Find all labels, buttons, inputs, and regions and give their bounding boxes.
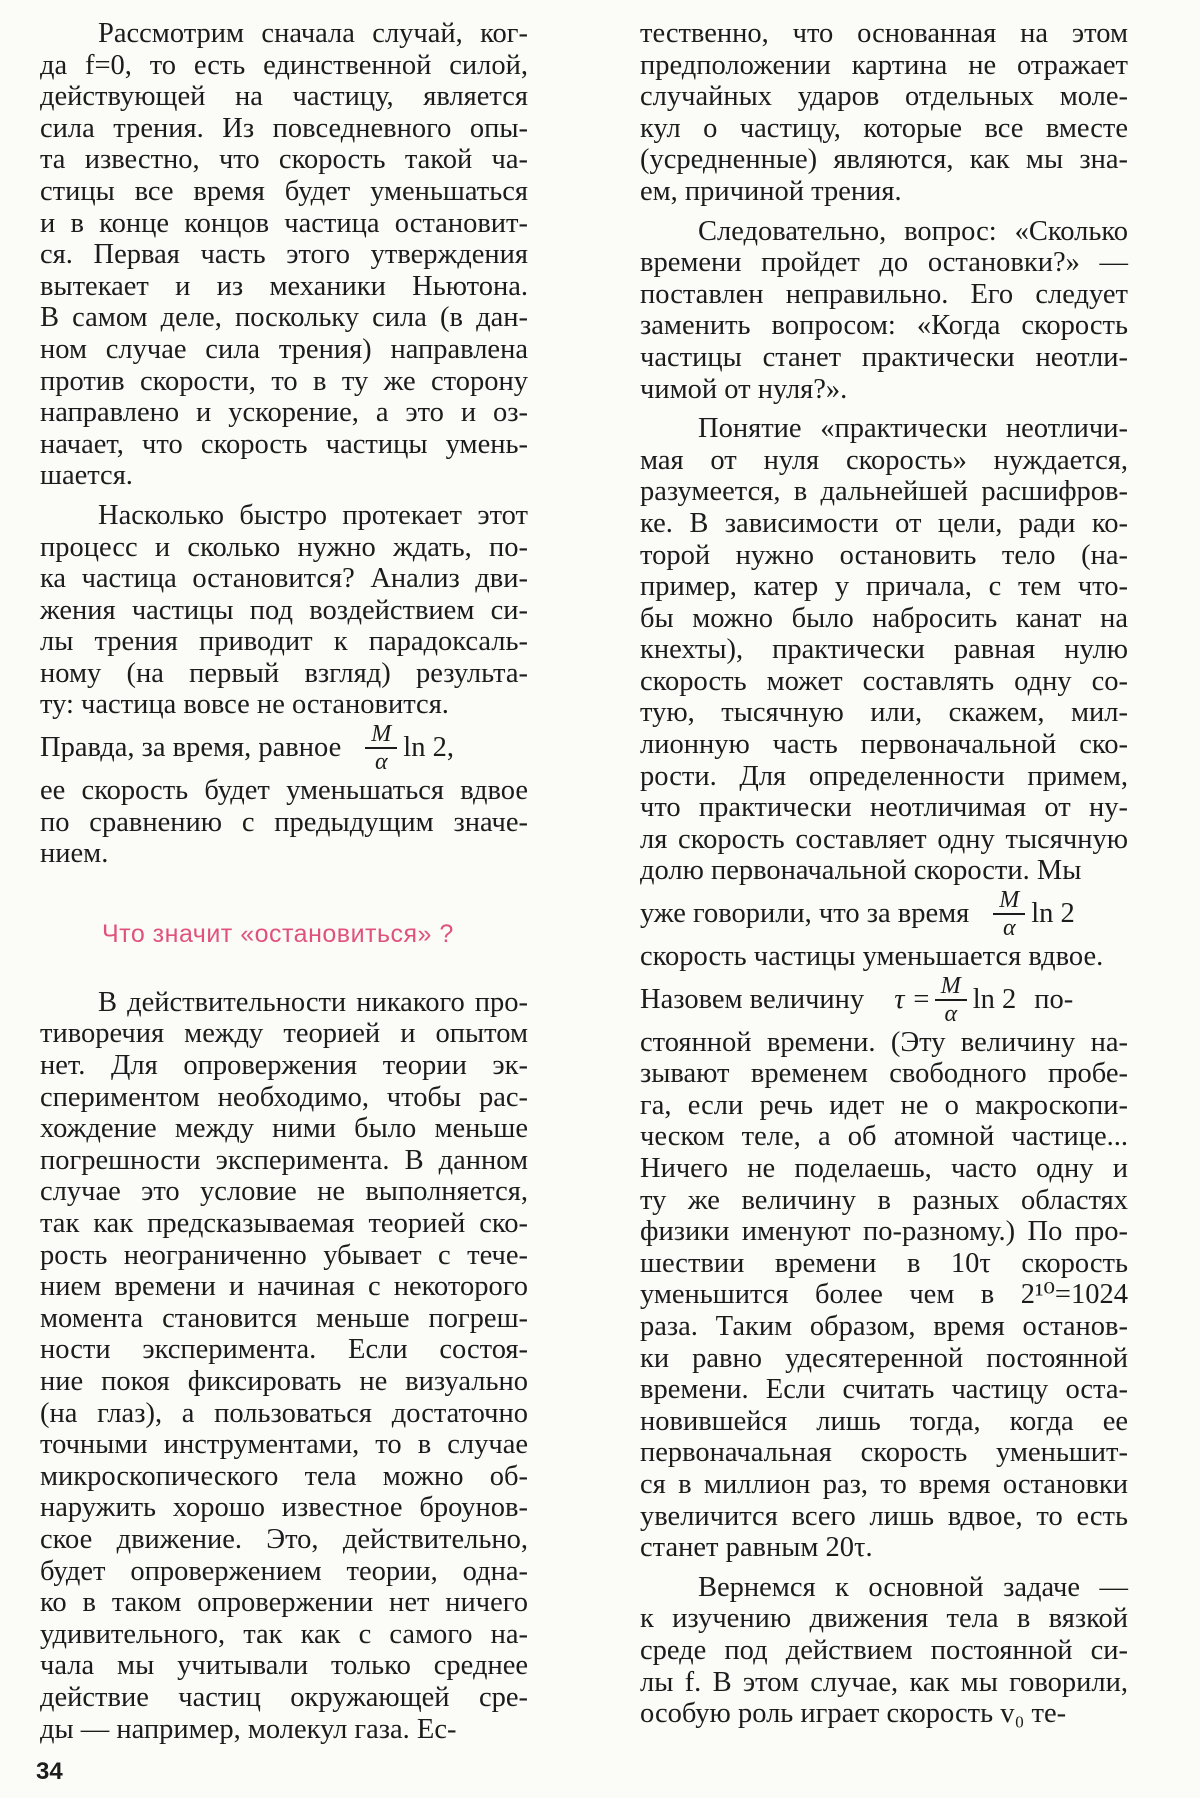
text-line: кнехты), практически равная нулю [640, 634, 1128, 666]
text-line: удивительного, так как с самого на- [40, 1618, 528, 1650]
text-line: новившейся лишь тогда, когда ее [640, 1405, 1128, 1437]
text-line: торой нужно остановить тело (на- [640, 539, 1128, 571]
text-line: тую, тысячную или, скажем, мил- [640, 697, 1128, 729]
text-line: Ничего не поделаешь, часто одну и [640, 1153, 1128, 1184]
text-line: шествии времени в 10τ скорость [640, 1247, 1128, 1279]
text-line: начает, что скорость частицы умень- [40, 428, 528, 460]
paragraph-how-fast [40, 500, 528, 721]
paragraph-halving [40, 775, 528, 870]
text-line: Вернемся к основной задаче — [698, 1571, 1128, 1603]
formula-line-already-said [640, 887, 1128, 941]
text-line: сила трения. Из повседневного опы- [40, 112, 528, 144]
text-line: ности эксперимента. Если состоя- [40, 1334, 528, 1366]
text-line: зывают временем свободного пробе- [640, 1058, 1128, 1090]
text-line: точными инструментами, то в случае [40, 1429, 528, 1461]
text-line: нием. [40, 838, 109, 870]
formula-line-half-time [40, 721, 528, 775]
ln-two: ln 2, [403, 732, 454, 764]
fraction-numerator-2: M [999, 887, 1020, 914]
text-line: станет равным 20τ. [640, 1532, 873, 1564]
text-line: особую роль играет скорость v₀ те- [640, 1698, 1067, 1730]
paragraph-friction-case [40, 18, 528, 492]
text-line: стоянной времени. (Эту величину на- [640, 1026, 1128, 1058]
text-line: частицы станет практически неотли- [640, 341, 1128, 373]
formula-line-tau [640, 973, 1128, 1027]
formula-lead-text-2: уже говорили, что за время [640, 898, 970, 930]
text-line: к изучению движения тела в вязкой [640, 1603, 1128, 1635]
text-line: раза. Таким образом, время останов- [640, 1310, 1128, 1342]
fraction-denominator-2: α [1002, 915, 1016, 942]
text-line: нет. Для опровержения теории эк- [40, 1050, 528, 1082]
text-line: ту: частица вовсе не остановится. [40, 689, 449, 721]
text-line: момента становится меньше погреш- [40, 1302, 528, 1334]
text-line: рость неограниченно убывает с тече- [40, 1239, 528, 1271]
text-line: шается. [40, 460, 133, 492]
text-line: увеличится всего лишь вдвое, то есть [640, 1500, 1128, 1532]
text-line: Понятие «практически неотличи- [698, 413, 1128, 445]
paragraph-question [640, 216, 1128, 406]
text-line: пример, катер у причала, с тем что- [640, 571, 1128, 603]
text-line: ке. В зависимости от цели, ради ко- [640, 507, 1128, 539]
text-line: ее скорость будет уменьшаться вдвое [40, 775, 528, 807]
fraction-m-over-alpha-2 [993, 887, 1025, 941]
text-line: вытекает и из механики Ньютона. [40, 270, 528, 302]
text-line: ся в миллион раз, то время остановки [640, 1468, 1128, 1500]
paragraph-time-constant [640, 1027, 1128, 1564]
text-line: среде под действием постоянной си- [640, 1634, 1128, 1666]
ln-two-3: ln 2 [972, 983, 1017, 1015]
text-line: ся. Первая часть этого утверждения [40, 239, 528, 271]
text-line: предположении картина не отражает [640, 49, 1128, 81]
text-line: (на глаз), а пользоваться достаточно [40, 1397, 528, 1429]
text-line: заменить вопросом: «Когда скорость [640, 310, 1128, 342]
text-line: ское движение. Это, действительно, [40, 1523, 528, 1555]
text-line: га, если речь идет не о макроскопи- [640, 1089, 1128, 1121]
text-line: рости. Для определенности примем, [640, 760, 1128, 792]
text-line: жения частицы под воздействием си- [40, 594, 528, 626]
text-line: времени. Если считать частицу оста- [640, 1374, 1128, 1406]
text-line: ние покоя фиксировать не визуально [40, 1365, 528, 1397]
text-line: долю первоначальной скорости. Мы [640, 855, 1082, 887]
text-line: лы трения приводит к парадоксаль- [40, 626, 528, 658]
text-line: ко в таком опровержении нет ничего [40, 1587, 528, 1619]
text-line: кул о частицу, которые все вместе [640, 112, 1128, 144]
text-line: Следовательно, вопрос: «Сколько [698, 215, 1128, 247]
text-line: спериментом необходимо, чтобы рас- [40, 1081, 528, 1113]
right-column [640, 18, 1128, 1730]
text-line: ческом теле, а об атомной частице... [640, 1121, 1128, 1153]
text-line: поставлен неправильно. Его следует [640, 278, 1128, 310]
text-line: чала мы учитывали только среднее [40, 1650, 528, 1682]
left-column [40, 18, 528, 1745]
fraction-numerator: M [371, 721, 392, 748]
text-line: первоначальная скорость уменьшит- [640, 1437, 1128, 1469]
text-line: разумеется, в дальнейшей расшифров- [640, 476, 1128, 508]
fraction-m-over-alpha [365, 721, 397, 775]
text-line: случае это условие не выполняется, [40, 1176, 528, 1208]
text-line: В самом деле, поскольку сила (в дан- [40, 302, 528, 334]
text-line: что практически неотличимая от ну- [640, 792, 1128, 824]
text-line: скорость может составлять одну со- [640, 665, 1128, 697]
text-line: ном случае сила трения) направлена [40, 333, 528, 365]
tau-lhs: τ = [894, 983, 931, 1015]
text-line: Насколько быстро протекает этот [98, 499, 528, 531]
text-line: стицы все время будет уменьшаться [40, 175, 528, 207]
text-line: против скорости, то в ту же сторону [40, 365, 528, 397]
text-line: мая от нуля скорость» нуждается, [640, 444, 1128, 476]
text-line: ка частица остановится? Анализ дви- [40, 563, 528, 595]
text-line: хождение между ними было меньше [40, 1113, 528, 1145]
text-line: процесс и сколько нужно ждать, по- [40, 531, 528, 563]
text-line: так как предсказываемая теорией ско- [40, 1208, 528, 1239]
text-line: (усредненные) являются, как мы зна- [640, 144, 1128, 176]
text-line: наружить хорошо известное броунов- [40, 1492, 528, 1524]
fraction-tau [935, 973, 967, 1027]
text-line: направлено и ускорение, а это и оз- [40, 397, 528, 429]
text-line: уменьшится более чем в 2¹⁰=1024 [640, 1279, 1128, 1311]
paragraph-continuation [640, 18, 1128, 208]
text-line: ному (на первый взгляд) результа- [40, 657, 528, 689]
text-line: микроскопического тела можно об- [40, 1460, 528, 1492]
section-heading: Что значит «остановиться» ? [102, 919, 454, 948]
text-line: та известно, что скорость такой ча- [40, 144, 528, 176]
fraction-numerator-3: M [940, 972, 961, 999]
tau-suffix: по- [1034, 983, 1074, 1015]
text-line: ту же величину в разных областях [640, 1184, 1128, 1216]
text-line: действие частиц окружающей сре- [40, 1681, 528, 1713]
text-line: по сравнению с предыдущим значе- [40, 806, 528, 838]
text-line: Рассмотрим сначала случай, ког- [98, 18, 528, 49]
paragraph-return-to-task [640, 1572, 1128, 1730]
text-line: нием времени и начиная с некоторого [40, 1271, 528, 1303]
text-line: ды — например, молекул газа. Ес- [40, 1713, 457, 1745]
paragraph-no-contradiction [40, 987, 528, 1745]
text-line: лионную часть первоначальной ско- [640, 729, 1128, 761]
tau-lead-text: Назовем величину [640, 983, 865, 1015]
formula-lead-text: Правда, за время, равное [40, 732, 342, 764]
text-line: физики именуют по-разному.) По про- [640, 1216, 1128, 1248]
fraction-denominator: α [374, 749, 388, 776]
text-line: В действительности никакого про- [98, 986, 528, 1018]
ln-two-2: ln 2 [1031, 898, 1075, 930]
text-line: действующей на частицу, является [40, 81, 528, 113]
text-line: бы можно было набросить канат на [640, 602, 1128, 634]
paragraph-practically-zero [640, 413, 1128, 887]
text-line: тественно, что основанная на этом [640, 18, 1128, 49]
page-number: 34 [36, 1758, 63, 1785]
text-line: ля скорость составляет одну тысячную [640, 823, 1128, 855]
text-line: ем, причиной трения. [640, 175, 902, 207]
text-line: будет опровержением теории, одна- [40, 1555, 528, 1587]
text-line: погрешности эксперимента. В данном [40, 1144, 528, 1176]
text-line: времени пройдет до остановки?» — [640, 247, 1128, 279]
line-speed-halves: скорость частицы уменьшается вдвое. [640, 941, 1104, 973]
text-line: чимой от нуля?». [640, 373, 848, 405]
fraction-denominator-3: α [944, 1000, 958, 1027]
text-line: лы f. В этом случае, как мы говорили, [640, 1666, 1128, 1698]
text-line: да f=0, то есть единственной силой, [40, 49, 528, 81]
text-line: и в конце концов частица остановит- [40, 207, 528, 239]
text-line: случайных ударов отдельных моле- [640, 81, 1128, 113]
text-line: ки равно удесятеренной постоянной [640, 1342, 1128, 1374]
text-line: тиворечия между теорией и опытом [40, 1018, 528, 1050]
